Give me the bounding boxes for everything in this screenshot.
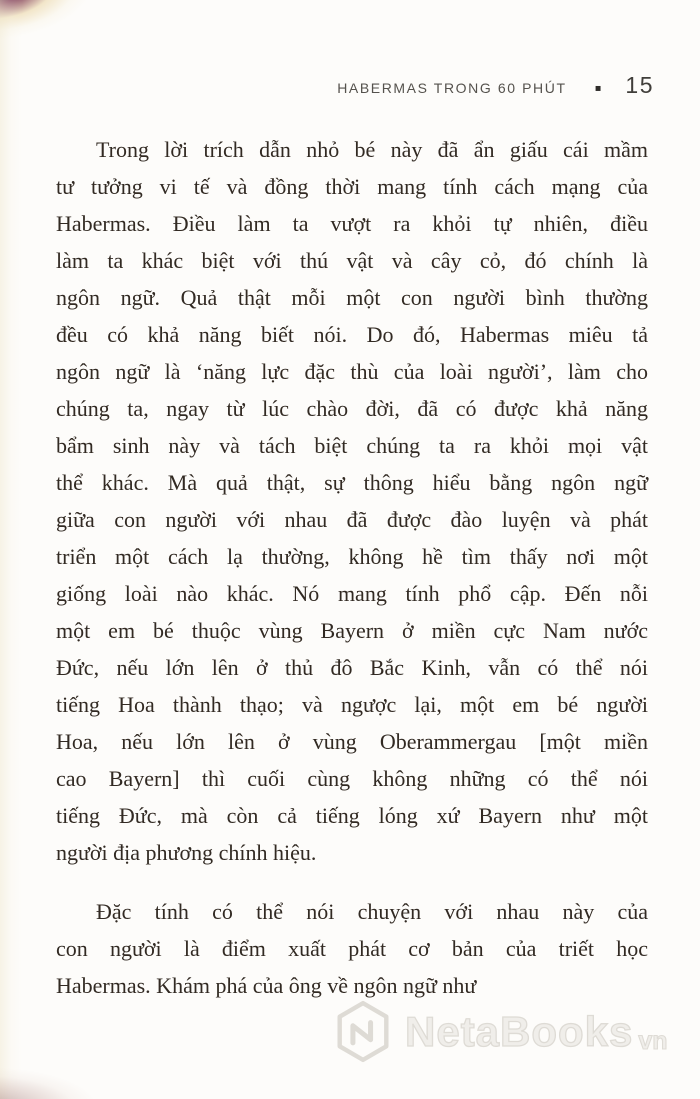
text-line: giữa con người với nhau đã được đào luyện và phát <box>56 507 648 532</box>
text-line: cao Bayern] thì cuối cùng không những có thể nói <box>56 766 648 791</box>
text-line: Habermas. Khám phá của ông về ngôn ngữ như <box>56 973 477 998</box>
netabooks-hexagon-n-icon <box>330 1000 396 1063</box>
text-line: thể khác. Mà quả thật, sự thông hiểu bằng ngôn ngữ <box>56 470 648 495</box>
text-line: người địa phương chính hiệu. <box>56 840 317 865</box>
text-line: ngôn ngữ. Quả thật mỗi một con người bình thường <box>56 285 648 310</box>
scan-artifact-bottom-left <box>0 1037 160 1099</box>
paragraph-1 <box>56 131 648 871</box>
watermark-brand-text: NetaBooks <box>405 1007 634 1055</box>
text-line: con người là điểm xuất phát cơ bản của triết học <box>56 936 648 961</box>
text-line: giống loài nào khác. Nó mang tính phổ cập. Đến nỗi <box>56 581 648 606</box>
text-line: làm ta khác biệt với thú vật và cây cỏ, đó chính là <box>56 248 648 273</box>
bullet-separator-icon: ▪ <box>594 83 602 94</box>
watermark-suffix-text: vn <box>638 1027 668 1055</box>
text-line: tư tưởng vi tế và đồng thời mang tính cách mạng của <box>56 174 648 199</box>
text-line: tiếng Đức, mà còn cả tiếng lóng xứ Bayern như một <box>56 803 648 828</box>
text-line: Hoa, nếu lớn lên ở vùng Oberammergau [một miền <box>56 729 648 754</box>
text-line: Đức, nếu lớn lên ở thủ đô Bắc Kinh, vẫn có thể nói <box>56 655 648 680</box>
text-line: Đặc tính có thể nói chuyện với nhau này của <box>96 899 648 924</box>
text-line: triển một cách lạ thường, không hề tìm thấy nơi một <box>56 544 648 569</box>
paragraph-2 <box>56 893 648 1004</box>
text-line: bẩm sinh này và tách biệt chúng ta ra khỏi mọi vật <box>56 433 648 458</box>
text-line: Habermas. Điều làm ta vượt ra khỏi tự nhiên, điều <box>56 211 648 236</box>
body-text <box>56 131 648 1004</box>
text-line: ngôn ngữ là ‘năng lực đặc thù của loài người’, làm cho <box>56 359 648 384</box>
text-line: một em bé thuộc vùng Bayern ở miền cực Nam nước <box>56 618 648 643</box>
scan-artifact-top-left <box>0 0 160 95</box>
page-number: 15 <box>625 72 654 98</box>
running-head <box>337 72 654 99</box>
text-line: tiếng Hoa thành thạo; và ngược lại, một em bé người <box>56 692 648 717</box>
scan-edge-left <box>0 0 22 1099</box>
running-head-title: HABERMAS TRONG 60 PHÚT <box>337 80 567 96</box>
text-line: chúng ta, ngay từ lúc chào đời, đã có được khả năng <box>56 396 648 421</box>
text-line: Trong lời trích dẫn nhỏ bé này đã ẩn giấu cái mầm <box>96 137 648 162</box>
netabooks-watermark <box>330 1000 668 1063</box>
text-line: đều có khả năng biết nói. Do đó, Habermas miêu tả <box>56 322 648 347</box>
